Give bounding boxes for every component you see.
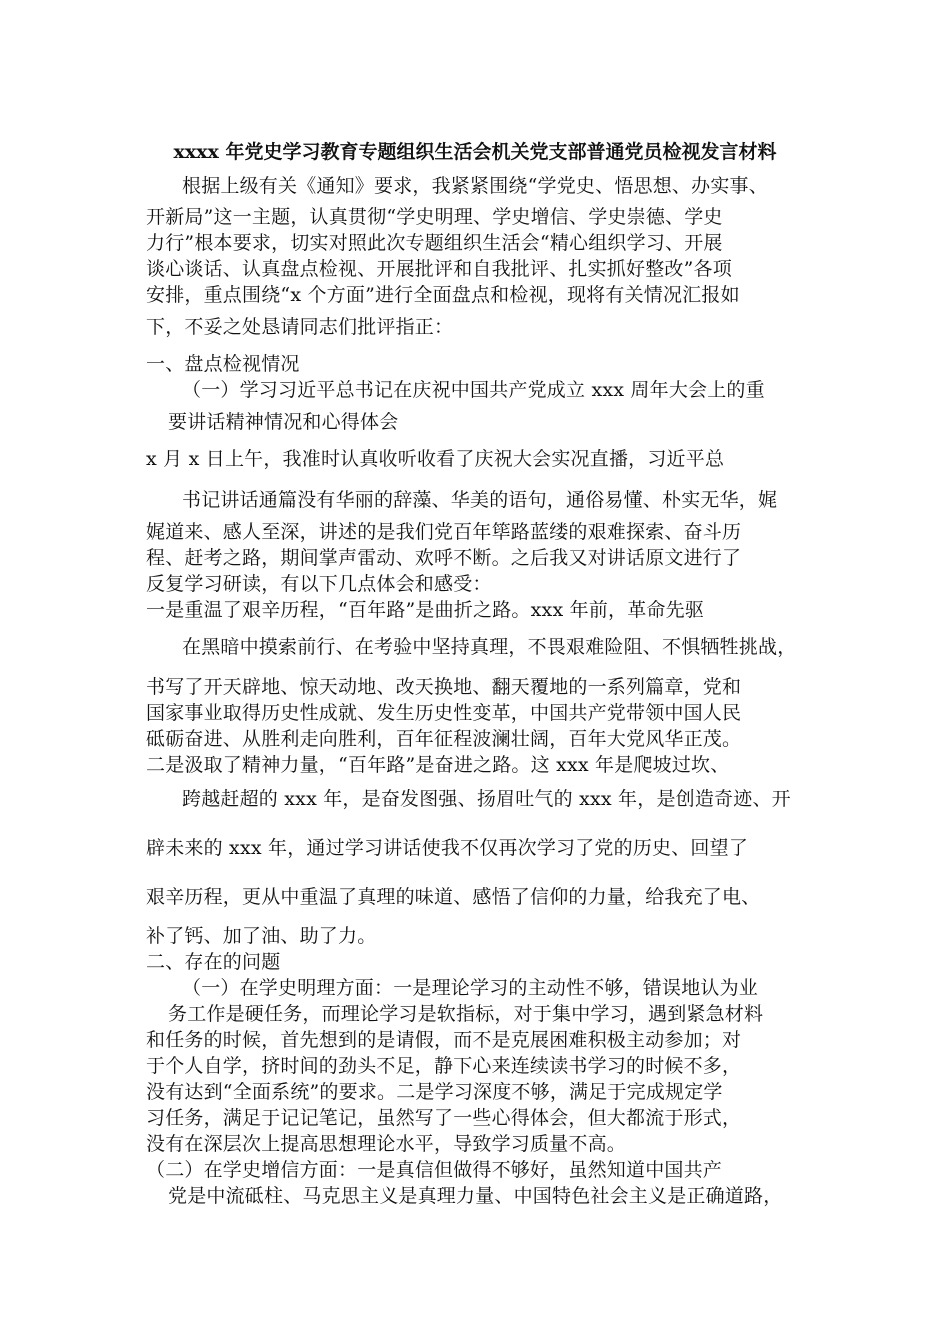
- text-line: 习任务，满足于记记笔记，虽然写了一些心得体会，但大都流于形式，: [146, 1107, 742, 1129]
- subsection-heading: x 月 x 日上午，我准时认真收听收看了庆祝大会实况直播，习近平总: [146, 448, 725, 470]
- text-line: 和任务的时候，首先想到的是请假，而不是克展困难积极主动参加；对: [146, 1029, 742, 1051]
- text-line: 根据上级有关《通知》要求，我紧紧围绕“学党史、悟思想、办实事、: [182, 175, 768, 197]
- section-heading: （一）学习习近平总书记在庆祝中国共产党成立 xxx 周年大会上的重: [182, 379, 765, 401]
- text-line: 没有在深层次上提高思想理论水平，导致学习质量不高。: [146, 1133, 627, 1155]
- text-line: 反复学习研读，有以下几点体会和感受：: [146, 573, 492, 595]
- text-line: 艰辛历程，更从中重温了真理的味道、感悟了信仰的力量，给我充了电、: [146, 886, 761, 908]
- text-line: 跨越赶超的 xxx 年，是奋发图强、扬眉吐气的 xxx 年，是创造奇迹、开: [182, 788, 791, 810]
- text-line: 下，不妥之处恳请同志们批评指正：: [146, 316, 454, 338]
- text-line: 书记讲话通篇没有华丽的辞藻、华美的语句，通俗易懂、朴实无华，娓: [182, 489, 778, 511]
- text-line: 国家事业取得历史性成就、发生历史性变革，中国共产党带领中国人民: [146, 702, 742, 724]
- text-line: 在黑暗中摸索前行、在考验中坚持真理，不畏艰难险阻、不惧牺牲挑战，: [182, 636, 797, 658]
- text-line: 开新局”这一主题，认真贯彻“学史明理、学史增信、学史崇德、学史: [146, 206, 723, 228]
- text-line: 二、存在的问题: [146, 951, 281, 973]
- text-line: （二）在学史增信方面：一是真信但做得不够好，虽然知道中国共产: [146, 1159, 723, 1181]
- text-line: 谈心谈话、认真盘点检视、开展批评和自我批评、扎实抓好整改”各项: [146, 258, 732, 280]
- text-line: 一是重温了艰辛历程，“百年路”是曲折之路。xxx 年前，革命先驱: [146, 599, 705, 621]
- text-line: 安排，重点围绕“x 个方面”进行全面盘点和检视，现将有关情况汇报如: [146, 284, 740, 306]
- text-line: 于个人自学，挤时间的劲头不足，静下心来连续读书学习的时候不多，: [146, 1055, 742, 1077]
- document-title: xxxx 年党史学习教育专题组织生活会机关党支部普通党员检视发言材料: [173, 141, 777, 163]
- subsection-heading: 要讲话精神情况和心得体会: [168, 411, 399, 433]
- text-line: 一、盘点检视情况: [146, 353, 300, 375]
- section-heading: （一）在学史明理方面：一是理论学习的主动性不够，错误地认为业: [182, 977, 759, 999]
- text-line: 务工作是硬任务，而理论学习是软指标，对于集中学习，遇到紧急材料: [168, 1003, 764, 1025]
- text-line: 辟未来的 xxx 年，通过学习讲话使我不仅再次学习了党的历史、回望了: [146, 837, 749, 859]
- text-line: 砥砺奋进、从胜利走向胜利，百年征程波澜壮阔，百年大党风华正茂。: [146, 728, 742, 750]
- text-line: 补了钙、加了油、助了力。: [146, 925, 377, 947]
- text-line: 程、赶考之路，期间掌声雷动、欢呼不断。之后我又对讲话原文进行了: [146, 547, 742, 569]
- text-line: 二是汲取了精神力量，“百年路”是奋进之路。这 xxx 年是爬坡过坎、: [146, 754, 730, 776]
- text-line: 党是中流砥柱、马克思主义是真理力量、中国特色社会主义是正确道路，: [168, 1185, 783, 1207]
- text-line: 娓道来、感人至深，讲述的是我们党百年筚路蓝缕的艰难探索、奋斗历: [146, 521, 742, 543]
- text-line: 书写了开天辟地、惊天动地、改天换地、翻天覆地的一系列篇章，党和: [146, 676, 742, 698]
- text-line: 力行”根本要求，切实对照此次专题组织生活会“精心组织学习、开展: [146, 232, 723, 254]
- text-line: 没有达到“全面系统”的要求。二是学习深度不够，满足于完成规定学: [146, 1081, 723, 1103]
